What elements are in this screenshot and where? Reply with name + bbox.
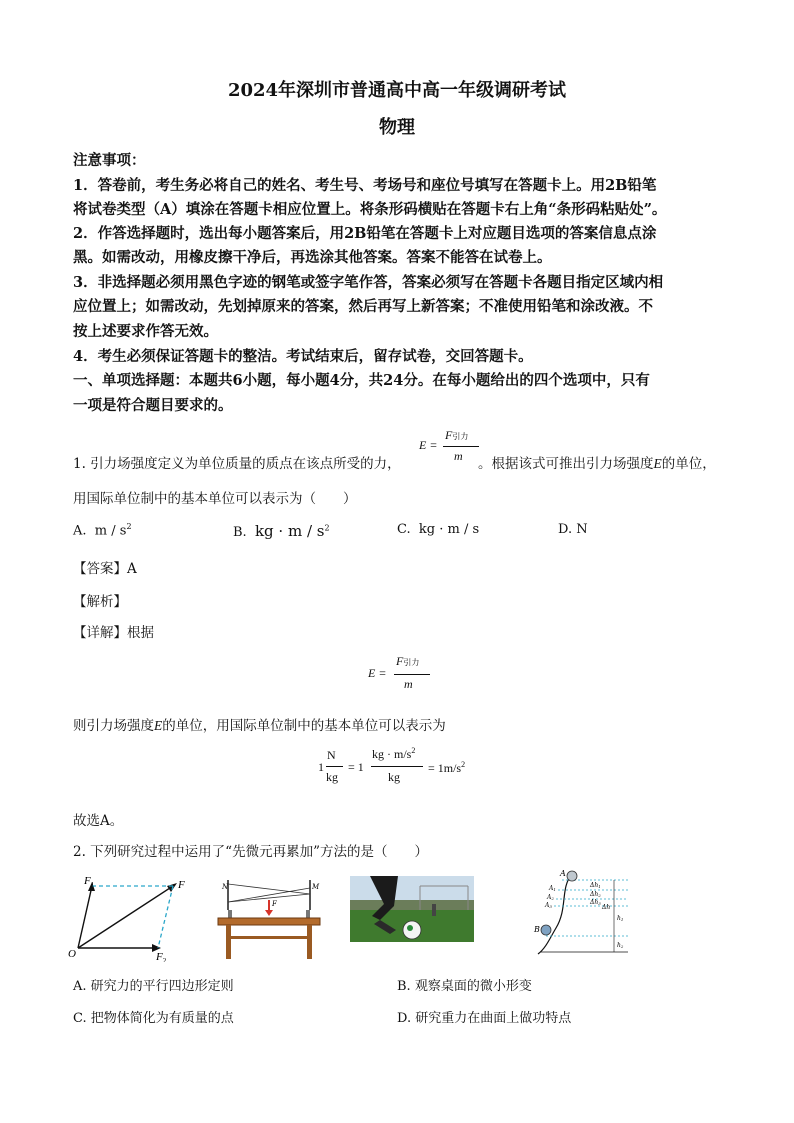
vector-f [78, 886, 173, 948]
label-f-down: F [272, 900, 277, 908]
eq-one: 1 [318, 760, 324, 774]
label-f1: $F_1$ [84, 875, 95, 889]
q1-units-equation [318, 746, 488, 792]
distant-person [432, 904, 436, 916]
notes-line: 2．作答选择题时，选出每小题答案后，用2B铅笔在答题卡上对应题目选项的答案信息点涂 [73, 225, 657, 242]
label-dh3: Δh3 [590, 899, 601, 906]
label-n: N [222, 883, 229, 891]
eq-k-den: kg [388, 770, 400, 784]
eq-equals-one: = 1 [348, 760, 364, 774]
curved-path-figure [520, 868, 635, 960]
q2-option-a[interactable]: A. 研究力的平行四边形定则 [73, 979, 234, 994]
section-heading: 一项是符合题目要求的。 [73, 397, 233, 414]
formula-lhs: E = [419, 438, 438, 452]
notes-line: 3．非选择题必须用黑色字迹的钢笔或签字笔作答，答案必须写在答题卡各题目指定区域内相 [73, 274, 664, 291]
fraction-bar [443, 446, 479, 447]
q1-text-b: 。根据该式可推出引力场强度 [478, 456, 654, 472]
q1-detail: 【详解】根据 [73, 625, 154, 641]
notes-line: 按上述要求作答无效。 [73, 323, 218, 340]
table-leg [307, 925, 312, 959]
q1-answer: 【答案】A [73, 561, 137, 577]
eq-k-num-text: kg · m/s [372, 747, 412, 761]
notes-line: 1．答卷前，考生务必将自己的姓名、考生号、考场号和座位号填写在答题卡上。用2B铅笔 [73, 177, 657, 194]
table-leg [226, 925, 231, 959]
q2-option-b[interactable]: B. 观察桌面的微小形变 [397, 979, 532, 994]
q1-option-c[interactable] [397, 522, 479, 537]
q1-formula-display [368, 654, 438, 698]
exam-title: 2024年深圳市普通高中高一年级调研考试 [227, 80, 567, 101]
eq-result [428, 760, 465, 776]
notes-line: 应位置上；如需改动，先划掉原来的答案，然后再写上新答案；不准使用铅笔和涂改液。不 [73, 298, 653, 315]
fraction-bar [326, 766, 343, 767]
label-o: O [68, 948, 76, 960]
q2-option-d[interactable]: D. 研究重力在曲面上做功特点 [397, 1011, 572, 1026]
q1-analysis: 【解析】 [73, 594, 127, 610]
q2-stem: 2. 下列研究过程中运用了“先微元再累加”方法的是（ ） [73, 844, 428, 860]
option-exp: 2 [324, 523, 330, 533]
label-a1: A1 [549, 885, 556, 892]
fraction-bar [394, 674, 430, 675]
label-a3: A3 [545, 902, 552, 909]
label-h1: h1 [617, 915, 624, 922]
formula-num-var: F [396, 654, 404, 668]
option-unit: m / s [94, 523, 127, 539]
explain-text: 则引力场强度 [73, 718, 154, 734]
eq-n-num: N [327, 748, 336, 762]
label-f2: $F_2$ [156, 951, 167, 962]
exam-subject: 物理 [379, 117, 415, 138]
option-label: A. [73, 523, 87, 539]
notes-heading: 注意事项： [73, 152, 146, 169]
table-deformation-figure [214, 872, 324, 962]
formula-den: m [454, 449, 463, 463]
eq-result-exp: 2 [461, 760, 466, 769]
q1-option-b[interactable] [233, 522, 330, 540]
formula-num-var: F [445, 428, 453, 442]
q1-stem [73, 452, 401, 472]
q1-text-a: 1. 引力场强度定义为单位质量的质点在该点所受的力， [73, 456, 401, 472]
parallelogram-figure [66, 872, 191, 962]
option-unit: kg · m / s [418, 522, 480, 537]
ball-pattern [407, 925, 413, 931]
ball-a [567, 871, 577, 881]
label-a: A [560, 869, 566, 878]
soccer-photo [350, 876, 474, 942]
q1-var-e: E [653, 456, 662, 471]
q1-explain [73, 714, 446, 734]
table-rail [231, 936, 307, 939]
label-m: M [312, 883, 320, 891]
formula-num-sub: 引力 [403, 658, 420, 667]
label-dh2: Δh2 [590, 891, 601, 898]
formula-num [445, 428, 468, 443]
formula-den: m [404, 677, 413, 691]
eq-k-num [372, 746, 415, 762]
notes-line: 将试卷类型（A）填涂在答题卡相应位置上。将条形码横贴在答题卡右上角“条形码粘贴处”。 [73, 201, 667, 218]
mirror-stand [228, 910, 232, 918]
label-b: B [534, 925, 540, 934]
notes-line: 黑。如需改动，用橡皮擦干净后，再选涂其他答案。答案不能答在试卷上。 [73, 249, 552, 266]
label-dh: Δh [602, 904, 611, 911]
treeline [350, 900, 474, 910]
q1-option-a[interactable] [73, 522, 132, 538]
explain-var: E [154, 718, 163, 733]
explain-text: 的单位，用国际单位制中的基本单位可以表示为 [162, 718, 446, 734]
label-dh1: Δh1 [590, 882, 601, 889]
q1-stem-line2: 用国际单位制中的基本单位可以表示为（ ） [73, 491, 357, 507]
fraction-bar [371, 766, 423, 767]
section-heading: 一、单项选择题：本题共6小题，每小题4分，共24分。在每小题给出的四个选项中，只有 [73, 372, 650, 389]
mirror-stand [306, 910, 310, 918]
option-label: D. [558, 522, 573, 537]
vector-f1 [78, 886, 92, 948]
dashed-side-right [158, 886, 173, 948]
light-ray [228, 884, 310, 894]
option-unit: N [576, 522, 588, 537]
option-label: B. [233, 525, 247, 540]
eq-n-den: kg [326, 770, 338, 784]
formula-lhs: E = [368, 666, 387, 680]
option-exp: 2 [126, 522, 132, 531]
q1-conclusion: 故选A。 [73, 813, 124, 829]
notes-line: 4．考生必须保证答题卡的整洁。考试结束后，留存试卷，交回答题卡。 [73, 348, 533, 365]
label-h2: h2 [617, 942, 624, 949]
eq-k-exp: 2 [411, 746, 416, 755]
table-top [218, 918, 320, 925]
label-a2: A2 [547, 894, 554, 901]
curve-path [538, 874, 572, 954]
formula-num-sub: 引力 [452, 432, 469, 441]
ball-b [541, 925, 551, 935]
label-f: F [178, 879, 185, 891]
eq-result-text: = 1m/s [428, 761, 462, 775]
force-arrowhead [265, 910, 273, 916]
q1-option-d[interactable] [558, 522, 588, 537]
option-label: C. [397, 522, 411, 537]
formula-num [396, 654, 419, 669]
q1-text-c: 的单位， [661, 456, 716, 472]
q1-stem-cont [478, 452, 716, 472]
q2-option-c[interactable]: C. 把物体简化为有质量的点 [73, 1011, 234, 1026]
option-unit: kg · m / s [254, 522, 325, 540]
